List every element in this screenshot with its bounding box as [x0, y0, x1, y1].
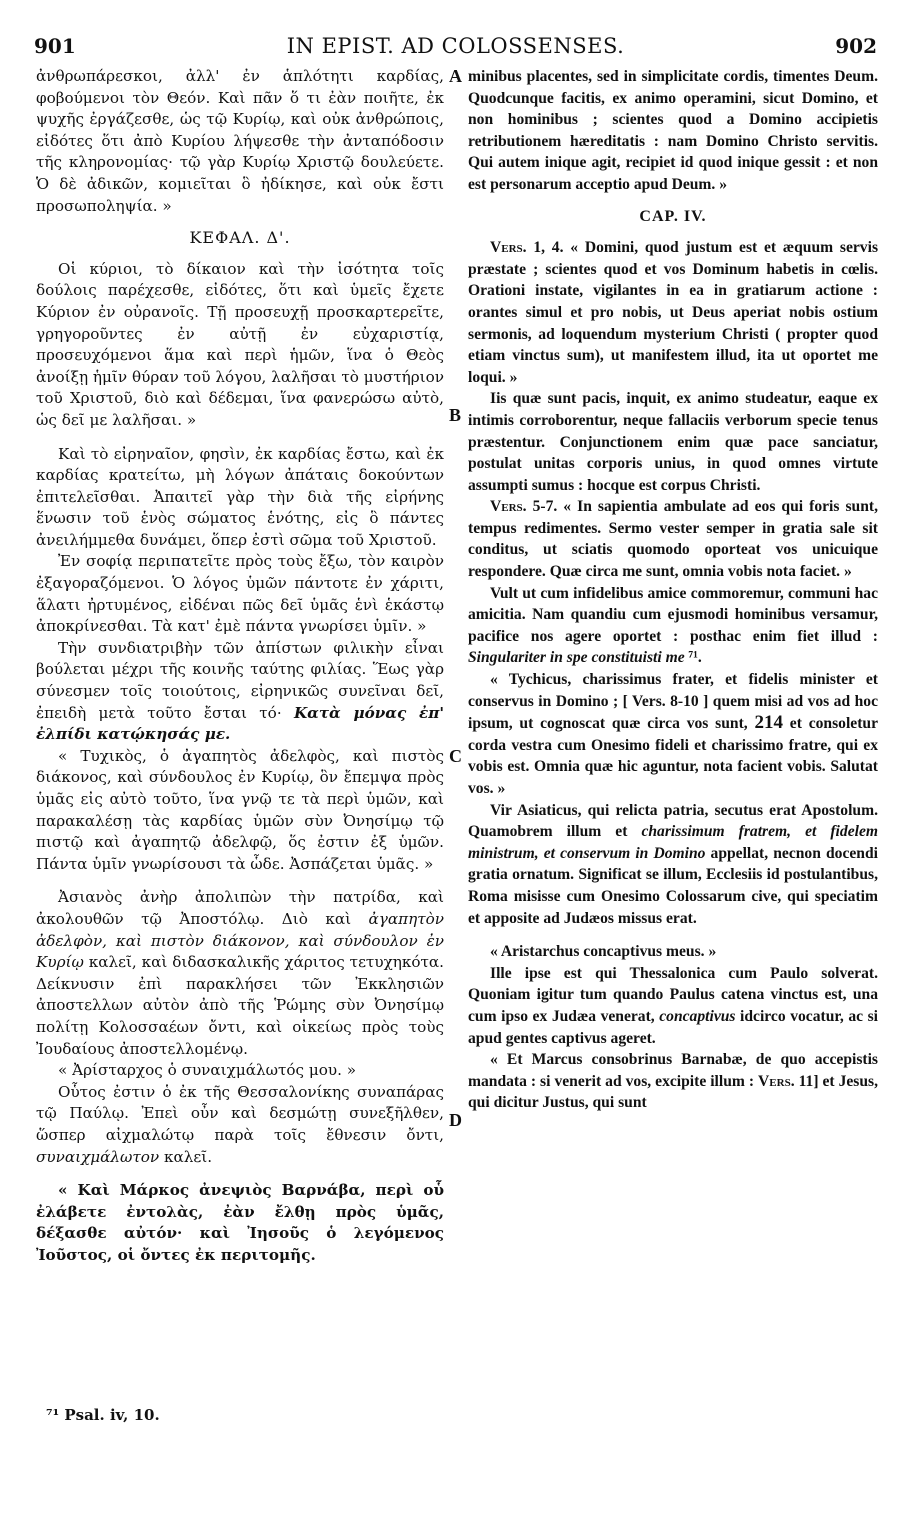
greek-quotation: συναιχμάλωτον	[36, 1147, 160, 1166]
greek-column	[36, 66, 444, 1266]
latin-paragraph	[468, 237, 878, 388]
latin-text: « Tychicus, charissimus frater, et fidelis minister et conservus in Domino ; [ Vers. 8-10 ] quem misi ad vos ad hoc ipsum, ut cognoscat quæ circa vos sunt,	[468, 671, 878, 733]
margin-marker-c: C	[449, 746, 462, 766]
latin-quotation: charissimum fratrem, et fidelem ministrum, et conservum in Domino	[468, 823, 878, 862]
latin-column	[468, 66, 878, 1114]
greek-chapter-heading: ΚΕΦΑΛ. Δ'.	[189, 228, 291, 248]
margin-marker-a: A	[449, 66, 462, 86]
verse-reference: Vers. 5-7.	[490, 498, 558, 516]
latin-text: Vir Asiaticus, qui relicta patria, secutus erat Apostolum. Quamobrem illum et	[468, 801, 878, 841]
latin-chapter-heading: CAP. IV.	[639, 207, 707, 225]
greek-paragraph	[36, 887, 444, 1060]
latin-text: « Domini, quod justum est et æquum servis præstate ; scientes quod et vos Dominum habetis in cœlis. Orationi instate, vigilantes in ea in gratiarum actione : orantes simul et pro nobis, ut Deus aperiat nobis ostium sermonis, ad loquendum mysterium Christi ( propter quod etiam vinctus sum), ut manifestem illud, ita ut oportet me loqui. »	[468, 239, 879, 386]
latin-text: idcirco vocatur, ac si apud gentes captivus ageret.	[468, 1007, 878, 1047]
latin-quotation: concaptivus	[659, 1007, 736, 1025]
greek-paragraph: « Καὶ Μάρκος ἀνεψιὸς Βαρνάβα, περὶ οὗ ἐλάβετε ἐντολὰς, ἐὰν ἔλθῃ πρὸς ὑμᾶς, δέξασθε αὐτόν· καὶ Ἰησοῦς ὁ λεγόμενος Ἰοῦστος, οἱ ὄντες ἐκ περιτομῆς.	[36, 1181, 444, 1264]
latin-paragraph	[468, 1049, 878, 1114]
latin-text: Ille ipse est qui Thessalonica cum Paulo solverat. Quoniam igitur tum quando Paulus catena vinctus est, una cum ipso ex Judæa venerat,	[468, 964, 878, 1025]
page-number-right: 902	[835, 34, 877, 58]
latin-text: ] et Jesus, qui dicitur Justus, qui sunt	[468, 1072, 878, 1112]
verse-reference: Vers. 1, 4.	[490, 239, 564, 257]
latin-paragraph	[468, 963, 878, 1049]
latin-paragraph	[468, 583, 878, 669]
greek-paragraph: « Τυχικὸς, ὁ ἀγαπητὸς ἀδελφὸς, καὶ πιστὸς διάκονος, καὶ σύνδουλος ἐν Κυρίῳ, ὃν ἔπεμψα πρὸς ὑμᾶς εἰς αὐτὸ τοῦτο, ἵνα γνῷ τε τὰ περὶ ὑμῶν, καὶ παρακαλέσῃ τὰς καρδίας ὑμῶν σὺν Ὀνησίμῳ τῷ πιστῷ καὶ ἀγαπητῷ ἀδελφῷ, ὅς ἐστιν ἐξ ὑμῶν. Πάντα ὑμῖν γνωρίσουσι τὰ ὧδε. Ἀσπάζεται ὑμᾶς. »	[36, 746, 444, 873]
greek-quotation: Κατὰ μόνας ἐπ' ἐλπίδι κατῴκησάς με.	[36, 703, 444, 744]
greek-text: καλεῖ.	[159, 1147, 213, 1166]
greek-text: Τὴν συνδιατριβὴν τῶν ἀπίστων φιλικὴν εἶναι βούλεται μέχρι τῆς κοινῆς ταύτης φιλίας. Ἕως γὰρ σύνεσμεν τοῖς τοιούτοις, εἰρηνικῶς συνεῖναι δεῖ, ἐπειδὴ μετὰ τοῦτο ἔσται τό·	[36, 638, 444, 722]
greek-text: Ἀσιανὸς ἀνὴρ ἀπολιπὼν τὴν πατρίδα, καὶ ἀκολουθῶν τῷ Ἀποστόλῳ. Διὸ καὶ	[36, 888, 444, 928]
latin-paragraph	[468, 669, 878, 800]
latin-text: appellat, necnon docendi gratia ornatum. Significat se illum, Ecclesiis id postulantibus, Roma misisse cum Onesimo Colossarum cive, qui speciatim et apposite ad Judæos missus erat.	[468, 844, 878, 927]
greek-paragraph: Ἐν σοφίᾳ περιπατεῖτε πρὸς τοὺς ἔξω, τὸν καιρὸν ἐξαγοραζόμενοι. Ὁ λόγος ὑμῶν πάντοτε ἐν χάριτι, ἅλατι ἠρτυμένος, εἰδέναι πῶς δεῖ ὑμᾶς ἑνὶ ἑκάστῳ ἀποκρίνεσθαι. Τὰ κατ' ἐμὲ πάντα γνωρίσει ὑμῖν. »	[36, 552, 444, 636]
latin-text: et consoletur corda vestra cum Onesimo fideli et charissimo fratre, qui ex vobis est. Omnia quæ hic aguntur, nota facient vobis. Salutat vos. »	[468, 715, 878, 797]
running-title: IN EPIST. AD COLOSSENSES.	[286, 34, 625, 58]
verse-reference: Vers. 11	[758, 1072, 814, 1090]
greek-paragraph: « Ἀρίσταρχος ὁ συναιχμάλωτός μου. »	[58, 1061, 357, 1080]
latin-paragraph: Iis quæ sunt pacis, inquit, ex animo studeatur, eaque ex intimis corroborentur, neque fallaciis verborum specie tenus præstentur. Conjunctionem enim quæ pace sanciatur, postulat unitas corporis unius, in quod omnes virtute assumpti sumus : hocque est corpus Christi.	[468, 390, 878, 494]
latin-paragraph: « Aristarchus concaptivus meus. »	[490, 943, 717, 961]
margin-marker-d: D	[449, 1110, 462, 1130]
greek-paragraph: Καὶ τὸ εἰρηναῖον, φησὶν, ἐκ καρδίας ἔστω, καὶ ἐκ καρδίας κρατείτω, μὴ λόγων ἀπάταις δοκούντων ἐπιτελεῖσθαι. Ἀπαιτεῖ γὰρ τὴν διὰ τῆς εἰρήνης ἕνωσιν τοῦ ἑνὸς σώματος ἑνότης, εἰς ὃ πάντες ἀνειλήμμεθα δυνάμει, ὅπερ ἐστὶ σῶμα τοῦ Χριστοῦ.	[36, 444, 444, 549]
greek-paragraph: Οἱ κύριοι, τὸ δίκαιον καὶ τὴν ἰσότητα τοῖς δούλοις παρέχεσθε, εἰδότες, ὅτι καὶ ὑμεῖς ἔχετε Κύριον ἐν οὐρανοῖς. Τῇ προσευχῇ προσκαρτερεῖτε, γρηγοροῦντες ἐν αὐτῇ ἐν εὐχαριστίᾳ, προσευχόμενοι ἅμα καὶ περὶ ἡμῶν, ἵνα ὁ Θεὸς ἀνοίξῃ ἡμῖν θύραν τοῦ λόγου, λαλῆσαι τὸ μυστήριον τοῦ Χριστοῦ, διὸ καὶ δέδεμαι, ἵνα φανερώσω αὐτὸ, ὡς δεῖ με λαλῆσαι. »	[36, 259, 444, 429]
running-header	[0, 34, 911, 62]
greek-text: Οὗτος ἐστιν ὁ ἐκ τῆς Θεσσαλονίκης συναπάρας τῷ Παύλῳ. Ἐπεὶ οὖν καὶ δεσμώτῃ συνεξῆλθεν, ὥσπερ αἰχμαλώτῳ παρὰ τοῖς ἔθνεσιν ὄντι,	[36, 1082, 444, 1144]
greek-paragraph	[36, 1082, 444, 1168]
latin-quotation: Singulariter in spe constituisti me	[468, 649, 685, 667]
latin-text: Vult ut cum infidelibus amice commoremur, communi hac amicitia. Nam quandiu cum ejusmodi hominibus versamur, pacifice nos agere oportet : posthac enim fiet illud :	[468, 584, 878, 645]
latin-text: « Et Marcus consobrinus Barnabæ, de quo accepistis mandata : si venerit ad vos, excipite illum :	[468, 1051, 878, 1090]
latin-text: « In sapientia ambulate ad eos qui foris sunt, tempus redimentes. Sermo vester semper in gratia sale sit conditus, ut sciatis quomodo oporteat vos unicuique respondere. Quæ circa me sunt, omnia vobis nota faciet. »	[468, 498, 878, 581]
greek-quotation: ἀγαπητὸν ἀδελφὸν, καὶ πιστὸν διάκονον, καὶ σύνδουλον ἐν Κυρίῳ	[36, 909, 444, 972]
latin-paragraph	[468, 496, 878, 582]
greek-text: καλεῖ, καὶ διδασκαλικῆς χάριτος τετυχηκότα. Δείκνυσιν ἐπὶ παρακλήσει τῶν Ἐκκλησιῶν ἀποστελλων αὐτὸν ἀπὸ τῆς Ῥώμης σὺν Ὀνησίμῳ πολίτῃ Κολοσσαέων ὄντι, καὶ οἰκείως πρὸς τοὺς Ἰουδαίους ἀποστελλομένῳ.	[36, 953, 444, 1058]
latin-text: ⁷¹.	[684, 649, 702, 667]
greek-paragraph: ἀνθρωπάρεσκοι, ἀλλ' ἐν ἁπλότητι καρδίας, φοβούμενοι τὸν Θεόν. Καὶ πᾶν ὅ τι ἐὰν ποιῆτε, ἐκ ψυχῆς ἐργάζεσθε, ὡς τῷ Κυρίῳ, καὶ οὐκ ἀνθρώποις, εἰδότες ὅτι ἀπὸ Κυρίου λήψεσθε τὴν ἀνταπόδοσιν τῆς κληρονομίας· τῷ γὰρ Κυρίῳ Χριστῷ δουλεύετε. Ὁ δὲ ἀδικῶν, κομιεῖται ὃ ἠδίκησε, καὶ οὐκ ἔστι προσωποληψία. »	[36, 67, 444, 215]
greek-paragraph	[36, 638, 444, 746]
page-number-left: 901	[34, 34, 76, 58]
latin-paragraph: minibus placentes, sed in simplicitate cordis, timentes Deum. Quodcunque facitis, ex animo operamini, sicut Domino, et non hominibus ; scientes quod a Domino accipietis retributionem hæreditatis : nam Domino Christo servitis. Qui autem inique agit, recipiet id quod inique gessit : et non est personarum acceptio apud Deum. »	[468, 68, 878, 193]
footnote: ⁷¹ Psal. iv, 10.	[46, 1406, 160, 1424]
margin-marker-b: B	[449, 405, 462, 425]
column-number: 214	[754, 712, 783, 734]
latin-paragraph	[468, 800, 878, 930]
